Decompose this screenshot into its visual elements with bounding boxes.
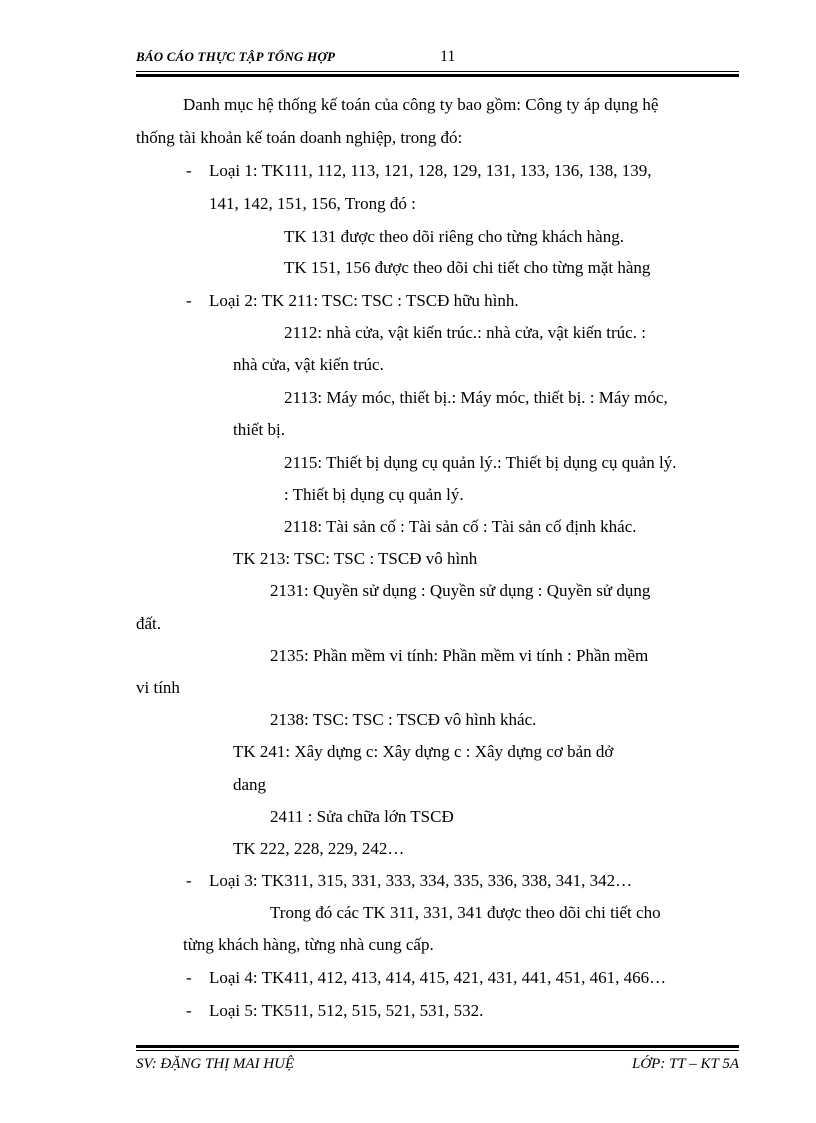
bullet-loai-3: - <box>186 871 192 890</box>
tk-2115-line-1: 2115: Thiết bị dụng cụ quản lý.: Thiết bị dụng cụ quản lý. <box>284 453 677 472</box>
tk-2131-line-2: đất. <box>136 614 162 633</box>
loai-1-line-2: 141, 142, 151, 156, Trong đó : <box>209 194 416 213</box>
tk-2113-line-2: thiết bị. <box>233 420 285 439</box>
tk-213-line: TK 213: TSC: TSC : TSCĐ vô hình <box>233 549 478 568</box>
loai-3-note-line-1: Trong đó các TK 311, 331, 341 được theo dõi chi tiết cho <box>270 903 661 922</box>
bullet-loai-2: - <box>186 291 192 310</box>
tk-2118-line: 2118: Tài sản cố : Tài sản cố : Tài sản cố định khác. <box>284 517 637 536</box>
tk-241-line-2: dang <box>233 775 267 794</box>
footer-student-name: SV: ĐẶNG THỊ MAI HUỆ <box>136 1056 295 1072</box>
header-rule-thin <box>136 71 739 72</box>
tk-2135-line-2: vi tính <box>136 678 180 697</box>
footer-class: LỚP: TT – KT 5A <box>632 1056 739 1072</box>
loai-1-line-1: Loại 1: TK111, 112, 113, 121, 128, 129, 131, 133, 136, 138, 139, <box>209 161 652 180</box>
intro-line-1: Danh mục hệ thống kế toán của công ty bao gồm: Công ty áp dụng hệ <box>183 95 659 114</box>
tk-241-line-1: TK 241: Xây dựng c: Xây dựng c : Xây dựng cơ bản dở <box>233 742 614 761</box>
page-number: 11 <box>440 48 456 65</box>
bullet-loai-5: - <box>186 1001 192 1020</box>
intro-line-2: thống tài khoản kế toán doanh nghiệp, trong đó: <box>136 128 463 147</box>
loai-4-line: Loại 4: TK411, 412, 413, 414, 415, 421, 431, 441, 451, 461, 466… <box>209 968 667 987</box>
tk-2138-line: 2138: TSC: TSC : TSCĐ vô hình khác. <box>270 710 537 729</box>
footer-rule-thick <box>136 1045 739 1048</box>
bullet-loai-1: - <box>186 161 192 180</box>
footer-rule-thin <box>136 1050 739 1051</box>
tk-151-note: TK 151, 156 được theo dõi chi tiết cho từng mặt hàng <box>284 258 651 277</box>
loai-2-line: Loại 2: TK 211: TSC: TSC : TSCĐ hữu hình. <box>209 291 519 310</box>
tk-2135-line-1: 2135: Phần mềm vi tính: Phần mềm vi tính : Phần mềm <box>270 646 649 665</box>
tk-2113-line-1: 2113: Máy móc, thiết bị.: Máy móc, thiết bị. : Máy móc, <box>284 388 668 407</box>
tk-2112-line-1: 2112: nhà cửa, vật kiến trúc.: nhà cửa, vật kiến trúc. : <box>284 323 646 342</box>
tk-131-note: TK 131 được theo dõi riêng cho từng khách hàng. <box>284 227 624 246</box>
bullet-loai-4: - <box>186 968 192 987</box>
header-rule-thick <box>136 74 739 77</box>
tk-2115-line-2: : Thiết bị dụng cụ quản lý. <box>284 485 464 504</box>
tk-2411-line: 2411 : Sửa chữa lớn TSCĐ <box>270 807 454 826</box>
tk-2112-line-2: nhà cửa, vật kiến trúc. <box>233 355 384 374</box>
tk-2131-line-1: 2131: Quyền sử dụng : Quyền sử dụng : Quyền sử dụng <box>270 581 651 600</box>
loai-3-line: Loại 3: TK311, 315, 331, 333, 334, 335, 336, 338, 341, 342… <box>209 871 633 890</box>
tk-222-line: TK 222, 228, 229, 242… <box>233 839 405 858</box>
loai-3-note-line-2: từng khách hàng, từng nhà cung cấp. <box>183 935 434 954</box>
header-title: BÁO CÁO THỰC TẬP TỔNG HỢP <box>136 49 336 64</box>
loai-5-line: Loại 5: TK511, 512, 515, 521, 531, 532. <box>209 1001 484 1020</box>
